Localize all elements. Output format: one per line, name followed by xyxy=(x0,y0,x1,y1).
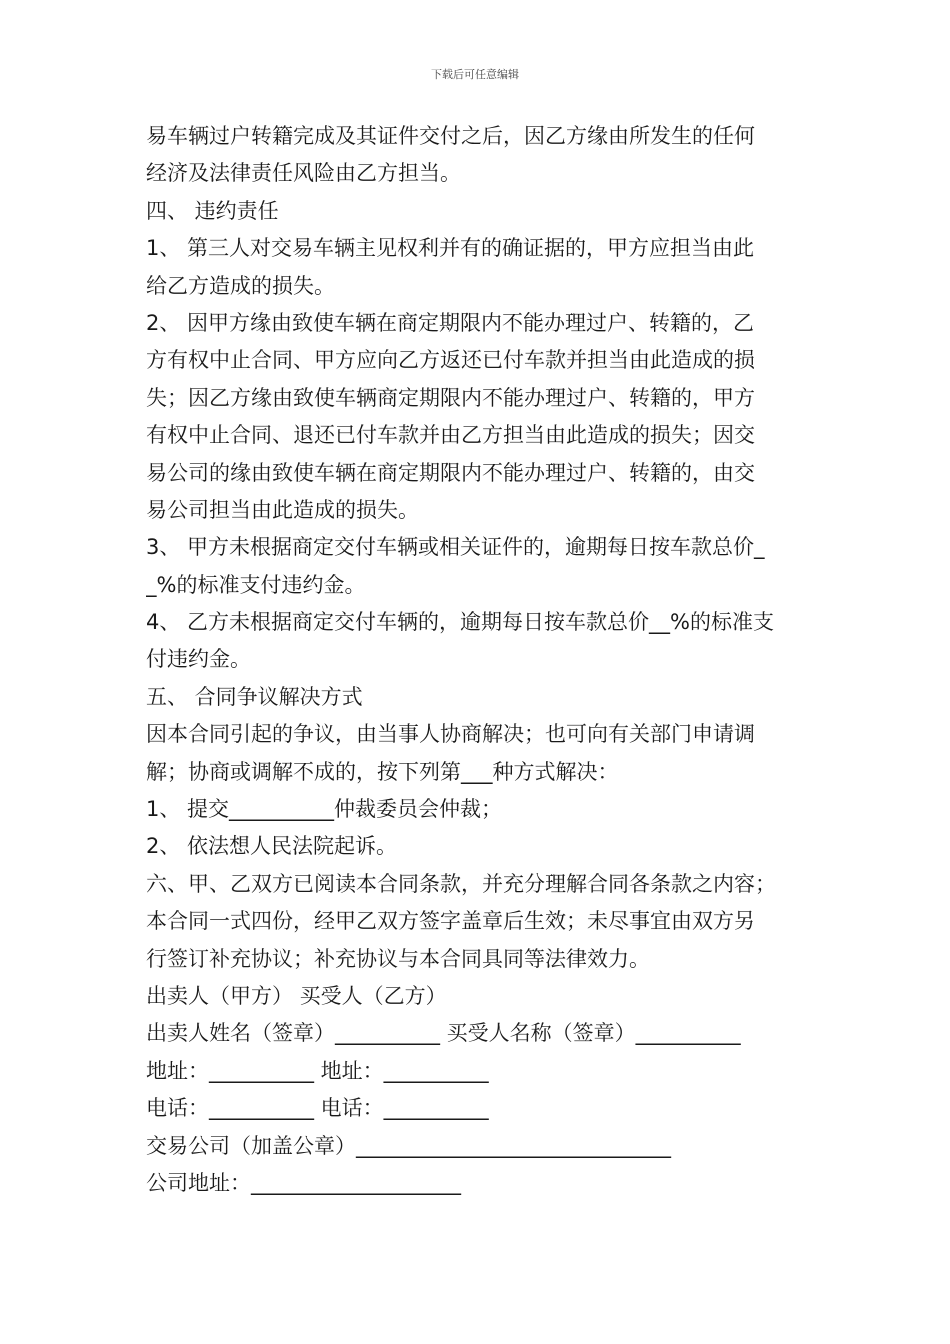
body-line: 给乙方造成的损失。 xyxy=(146,273,335,298)
signature-addresses: 地址：__________ 地址：__________ xyxy=(146,1058,489,1083)
signature-parties: 出卖人（甲方） 买受人（乙方） xyxy=(146,983,447,1008)
signature-phones: 电话：__________ 电话：__________ xyxy=(146,1096,489,1121)
body-line: 方有权中止合同、甲方应向乙方返还已付车款并担当由此造成的损 xyxy=(146,348,755,373)
body-line: 4、 乙方未根据商定交付车辆的，逾期每日按车款总价__%的标准支 xyxy=(146,610,774,635)
page-header: 下载后可任意编辑 xyxy=(431,68,519,81)
body-line: 本合同一式四份，经甲乙双方签字盖章后生效；未尽事宜由双方另 xyxy=(146,909,755,934)
section-heading: 四、 违约责任 xyxy=(146,198,279,223)
company-seal-line: 交易公司（加盖公章）______________________________ xyxy=(146,1133,671,1158)
body-line: 有权中止合同、退还已付车款并由乙方担当由此造成的损失；因交 xyxy=(146,423,755,448)
body-line: 行签订补充协议；补充协议与本合同具同等法律效力。 xyxy=(146,946,650,971)
body-line: 经济及法律责任风险由乙方担当。 xyxy=(146,161,461,186)
body-line: 易车辆过户转籍完成及其证件交付之后，因乙方缘由所发生的任何 xyxy=(146,124,755,148)
body-line: 1、 提交__________仲裁委员会仲裁； xyxy=(146,797,503,822)
section-heading: 五、 合同争议解决方式 xyxy=(146,684,363,709)
body-line: 解；协商或调解不成的，按下列第___种方式解决： xyxy=(146,759,619,784)
body-line: 易公司的缘由致使车辆在商定期限内不能办理过户、转籍的，由交 xyxy=(146,460,755,485)
company-address-line: 公司地址：____________________ xyxy=(146,1170,461,1195)
body-line: 六、甲、乙双方已阅读本合同条款，并充分理解合同各条款之内容； xyxy=(146,871,776,896)
body-line: 因本合同引起的争议，由当事人协商解决；也可向有关部门申请调 xyxy=(146,722,755,747)
body-line: 易公司担当由此造成的损失。 xyxy=(146,497,419,522)
body-line: 3、 甲方未根据商定交付车辆或相关证件的，逾期每日按车款总价_ xyxy=(146,535,765,560)
signature-names: 出卖人姓名（签章）__________ 买受人名称（签章）__________ xyxy=(146,1021,741,1046)
body-line: 2、 依法想人民法院起诉。 xyxy=(146,834,398,859)
document-body xyxy=(146,118,816,1202)
body-line: 1、 第三人对交易车辆主见权利并有的确证据的，甲方应担当由此 xyxy=(146,236,755,261)
body-line: 付违约金。 xyxy=(146,647,251,672)
body-line: _%的标准支付违约金。 xyxy=(146,572,366,597)
body-line: 失；因乙方缘由致使车辆商定期限内不能办理过户、转籍的，甲方 xyxy=(146,385,755,410)
body-line: 2、 因甲方缘由致使车辆在商定期限内不能办理过户、转籍的，乙 xyxy=(146,310,755,335)
